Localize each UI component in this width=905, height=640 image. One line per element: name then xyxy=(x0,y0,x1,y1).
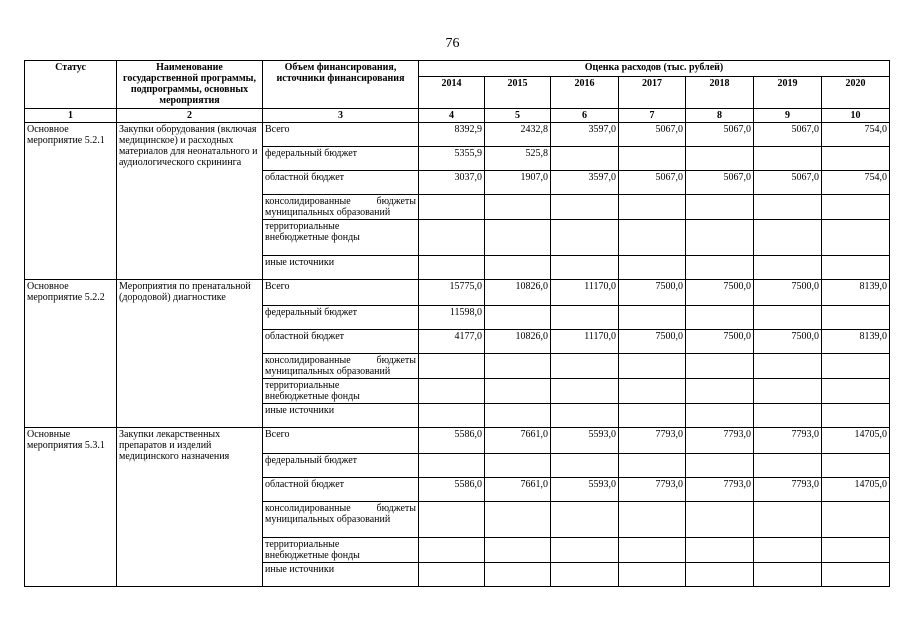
funding-source-cell xyxy=(263,354,419,379)
value-cell: 14705,0 xyxy=(822,428,890,454)
value-cell xyxy=(822,454,890,478)
value-cell xyxy=(754,195,822,220)
table-row xyxy=(25,428,890,454)
value-cell xyxy=(485,563,551,587)
funding-source-line: консолидированные бюджеты xyxy=(265,355,416,366)
value-cell: 5593,0 xyxy=(551,428,619,454)
value-cell xyxy=(619,147,686,171)
header-year: 2014 xyxy=(419,77,485,109)
column-number: 7 xyxy=(619,109,686,123)
value-cell xyxy=(822,563,890,587)
value-cell xyxy=(619,538,686,563)
value-cell: 7500,0 xyxy=(754,280,822,306)
funding-source-line: муниципальных образований xyxy=(265,366,391,377)
value-cell xyxy=(619,404,686,428)
column-number: 10 xyxy=(822,109,890,123)
budget-table xyxy=(24,60,890,587)
value-cell: 10826,0 xyxy=(485,280,551,306)
table-row xyxy=(25,123,890,147)
value-cell: 3597,0 xyxy=(551,123,619,147)
value-cell xyxy=(822,220,890,256)
measure-name-cell: Закупки оборудования (включая медицинское) и расходных материалов для неонатального и аудиологического скрининга xyxy=(117,123,263,280)
header-year: 2019 xyxy=(754,77,822,109)
value-cell xyxy=(822,354,890,379)
header-year: 2017 xyxy=(619,77,686,109)
value-cell xyxy=(619,220,686,256)
value-cell xyxy=(686,220,754,256)
value-cell xyxy=(822,306,890,330)
value-cell: 7661,0 xyxy=(485,428,551,454)
value-cell xyxy=(822,502,890,538)
value-cell: 7661,0 xyxy=(485,478,551,502)
header-status: Статус xyxy=(25,61,117,109)
funding-source-cell: Всего xyxy=(263,428,419,454)
column-number: 6 xyxy=(551,109,619,123)
value-cell: 8139,0 xyxy=(822,330,890,354)
value-cell: 7793,0 xyxy=(754,478,822,502)
header-year: 2020 xyxy=(822,77,890,109)
value-cell xyxy=(419,502,485,538)
funding-source-cell: областной бюджет xyxy=(263,478,419,502)
value-cell: 525,8 xyxy=(485,147,551,171)
value-cell xyxy=(822,404,890,428)
value-cell xyxy=(686,354,754,379)
funding-source-cell: иные источники xyxy=(263,563,419,587)
value-cell xyxy=(551,538,619,563)
value-cell: 8139,0 xyxy=(822,280,890,306)
value-cell xyxy=(686,147,754,171)
value-cell xyxy=(754,454,822,478)
table-row xyxy=(25,280,890,306)
value-cell: 2432,8 xyxy=(485,123,551,147)
funding-source-cell: иные источники xyxy=(263,256,419,280)
funding-source-cell: федеральный бюджет xyxy=(263,306,419,330)
value-cell xyxy=(485,354,551,379)
status-cell: Основное мероприятие 5.2.2 xyxy=(25,280,117,428)
value-cell xyxy=(419,538,485,563)
value-cell xyxy=(419,354,485,379)
value-cell: 8392,9 xyxy=(419,123,485,147)
funding-source-line: муниципальных образований xyxy=(265,207,391,218)
funding-source-line: консолидированные бюджеты xyxy=(265,503,416,514)
value-cell xyxy=(485,538,551,563)
value-cell xyxy=(754,563,822,587)
column-number: 4 xyxy=(419,109,485,123)
value-cell: 7793,0 xyxy=(619,478,686,502)
value-cell: 14705,0 xyxy=(822,478,890,502)
value-cell xyxy=(485,256,551,280)
status-cell: Основные мероприятия 5.3.1 xyxy=(25,428,117,587)
value-cell: 7793,0 xyxy=(754,428,822,454)
value-cell: 11170,0 xyxy=(551,280,619,306)
funding-source-cell xyxy=(263,502,419,538)
value-cell xyxy=(686,379,754,404)
value-cell: 7500,0 xyxy=(686,280,754,306)
value-cell xyxy=(754,354,822,379)
value-cell: 11598,0 xyxy=(419,306,485,330)
value-cell xyxy=(551,220,619,256)
funding-source-cell: областной бюджет xyxy=(263,330,419,354)
value-cell xyxy=(754,256,822,280)
value-cell xyxy=(551,306,619,330)
funding-source-cell: федеральный бюджет xyxy=(263,147,419,171)
value-cell xyxy=(686,256,754,280)
value-cell: 5067,0 xyxy=(754,171,822,195)
value-cell xyxy=(619,256,686,280)
value-cell xyxy=(619,502,686,538)
value-cell: 7500,0 xyxy=(619,330,686,354)
header-year: 2015 xyxy=(485,77,551,109)
value-cell xyxy=(551,147,619,171)
value-cell xyxy=(551,195,619,220)
value-cell: 4177,0 xyxy=(419,330,485,354)
value-cell xyxy=(551,454,619,478)
value-cell: 1907,0 xyxy=(485,171,551,195)
value-cell xyxy=(419,256,485,280)
funding-source-cell xyxy=(263,195,419,220)
funding-source-line: муниципальных образований xyxy=(265,514,391,525)
value-cell xyxy=(485,454,551,478)
value-cell: 11170,0 xyxy=(551,330,619,354)
value-cell: 5067,0 xyxy=(686,123,754,147)
column-number: 2 xyxy=(117,109,263,123)
value-cell xyxy=(419,195,485,220)
value-cell xyxy=(619,354,686,379)
value-cell: 7793,0 xyxy=(686,478,754,502)
value-cell xyxy=(754,379,822,404)
value-cell: 3597,0 xyxy=(551,171,619,195)
value-cell xyxy=(485,306,551,330)
funding-source-cell: территориальные внебюджетные фонды xyxy=(263,220,419,256)
value-cell xyxy=(754,220,822,256)
funding-source-cell: иные источники xyxy=(263,404,419,428)
value-cell xyxy=(754,502,822,538)
value-cell: 5067,0 xyxy=(619,123,686,147)
funding-source-cell: федеральный бюджет xyxy=(263,454,419,478)
column-number: 5 xyxy=(485,109,551,123)
value-cell xyxy=(419,379,485,404)
measure-name-cell: Закупки лекарственных препаратов и изделий медицинского назначения xyxy=(117,428,263,587)
value-cell xyxy=(754,538,822,563)
value-cell: 7793,0 xyxy=(686,428,754,454)
column-number: 3 xyxy=(263,109,419,123)
header-year: 2016 xyxy=(551,77,619,109)
value-cell xyxy=(686,404,754,428)
value-cell: 5067,0 xyxy=(686,171,754,195)
value-cell xyxy=(485,379,551,404)
value-cell xyxy=(686,563,754,587)
value-cell xyxy=(754,306,822,330)
value-cell: 15775,0 xyxy=(419,280,485,306)
value-cell xyxy=(686,195,754,220)
value-cell: 10826,0 xyxy=(485,330,551,354)
column-number: 1 xyxy=(25,109,117,123)
value-cell: 7500,0 xyxy=(619,280,686,306)
value-cell xyxy=(419,220,485,256)
header-year: 2018 xyxy=(686,77,754,109)
value-cell xyxy=(551,404,619,428)
value-cell xyxy=(822,147,890,171)
value-cell: 7500,0 xyxy=(754,330,822,354)
value-cell xyxy=(619,563,686,587)
value-cell xyxy=(822,379,890,404)
funding-source-cell: областной бюджет xyxy=(263,171,419,195)
value-cell: 7793,0 xyxy=(619,428,686,454)
value-cell xyxy=(822,538,890,563)
value-cell xyxy=(485,195,551,220)
status-cell: Основное мероприятие 5.2.1 xyxy=(25,123,117,280)
header-funding: Объем финансирования, источники финансирования xyxy=(263,61,419,109)
header-name: Наименование государственной программы, подпрограммы, основных мероприятия xyxy=(117,61,263,109)
value-cell: 3037,0 xyxy=(419,171,485,195)
value-cell xyxy=(619,454,686,478)
value-cell: 754,0 xyxy=(822,171,890,195)
value-cell: 754,0 xyxy=(822,123,890,147)
column-number: 9 xyxy=(754,109,822,123)
value-cell xyxy=(686,454,754,478)
value-cell: 5067,0 xyxy=(754,123,822,147)
page-number: 76 xyxy=(445,36,460,51)
value-cell xyxy=(551,256,619,280)
header-estimate: Оценка расходов (тыс. рублей) xyxy=(419,61,890,77)
value-cell: 5586,0 xyxy=(419,478,485,502)
value-cell xyxy=(619,379,686,404)
column-number: 8 xyxy=(686,109,754,123)
funding-source-cell: территориальные внебюджетные фонды xyxy=(263,538,419,563)
value-cell xyxy=(551,354,619,379)
value-cell: 5355,9 xyxy=(419,147,485,171)
value-cell xyxy=(419,454,485,478)
funding-source-line: консолидированные бюджеты xyxy=(265,196,416,207)
value-cell xyxy=(822,195,890,220)
value-cell: 7500,0 xyxy=(686,330,754,354)
value-cell xyxy=(485,404,551,428)
value-cell: 5067,0 xyxy=(619,171,686,195)
value-cell: 5586,0 xyxy=(419,428,485,454)
value-cell xyxy=(686,306,754,330)
value-cell xyxy=(686,538,754,563)
value-cell xyxy=(551,563,619,587)
funding-source-cell: территориальные внебюджетные фонды xyxy=(263,379,419,404)
measure-name-cell: Мероприятия по пренатальной (дородовой) диагностике xyxy=(117,280,263,428)
value-cell xyxy=(822,256,890,280)
funding-source-cell: Всего xyxy=(263,123,419,147)
value-cell xyxy=(419,563,485,587)
value-cell xyxy=(419,404,485,428)
value-cell xyxy=(551,379,619,404)
value-cell xyxy=(686,502,754,538)
value-cell xyxy=(754,147,822,171)
funding-source-cell: Всего xyxy=(263,280,419,306)
value-cell xyxy=(485,220,551,256)
value-cell xyxy=(551,502,619,538)
value-cell: 5593,0 xyxy=(551,478,619,502)
value-cell xyxy=(754,404,822,428)
value-cell xyxy=(619,195,686,220)
value-cell xyxy=(485,502,551,538)
value-cell xyxy=(619,306,686,330)
